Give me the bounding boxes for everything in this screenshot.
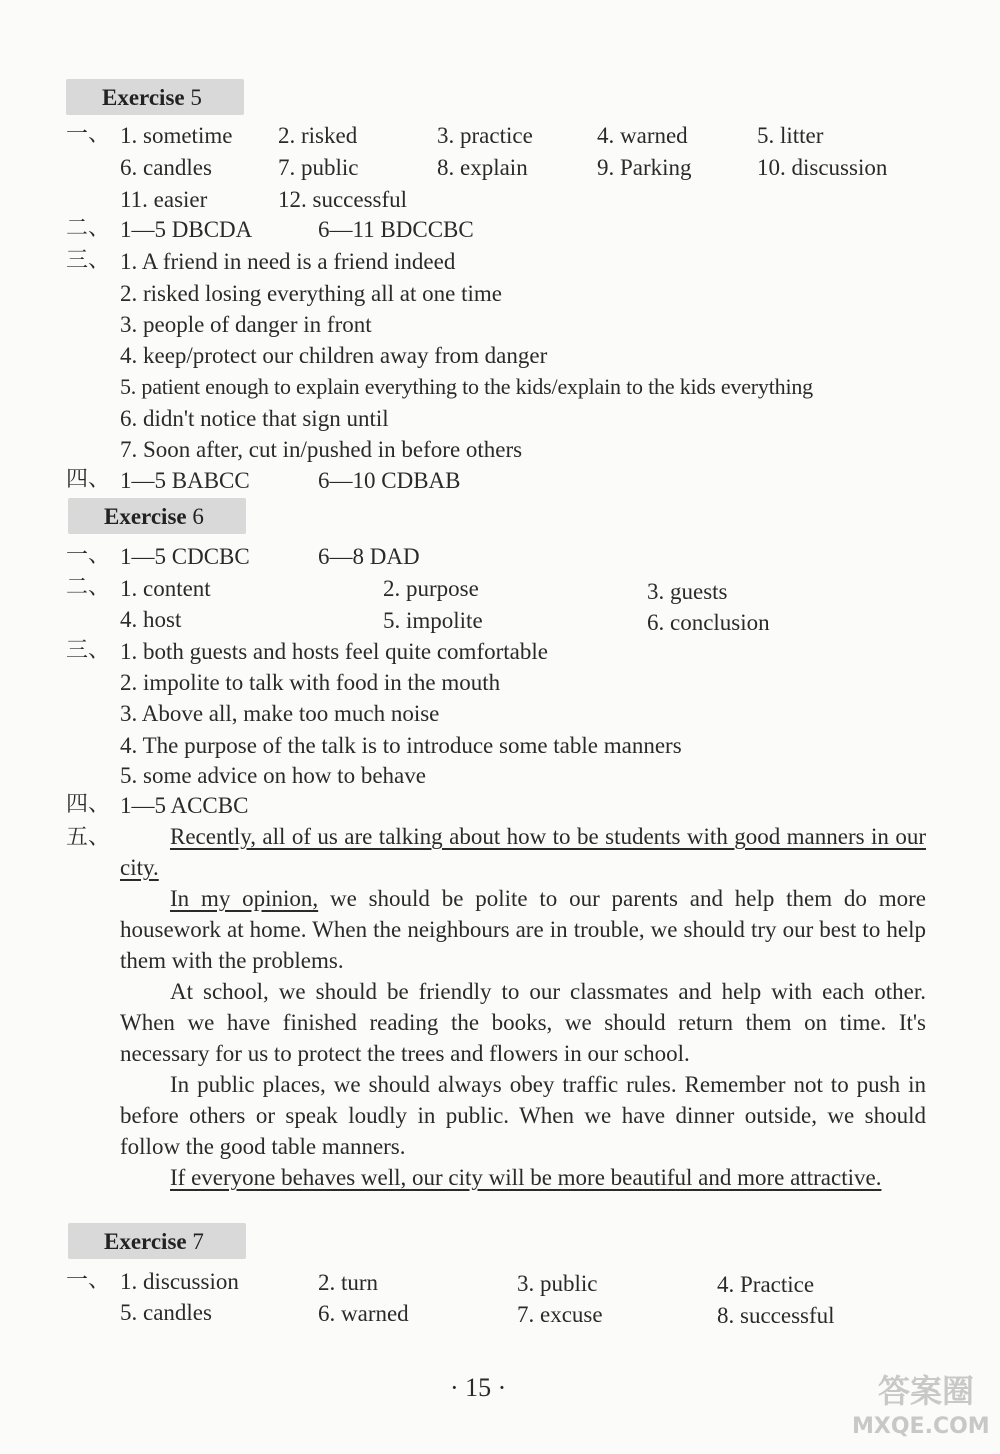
essay-paragraph	[120, 821, 926, 883]
essay-paragraph	[120, 976, 926, 1069]
essay-intro: Recently, all of us are talking about how to be students with good manners in our city.	[120, 824, 926, 880]
answer-line: 4. keep/protect our children away from danger	[120, 343, 548, 368]
essay-body-text: In public places, we should always obey traffic rules. Remember not to push in before others or speak loudly in public. When we have dinner outside, we should follow the good table manners.	[120, 1072, 926, 1159]
answer-range: 6—10 CDBAB	[318, 468, 461, 493]
answer-range: 1—5 ACCBC	[120, 793, 249, 818]
exercise-title: Exercise	[102, 85, 185, 110]
exercise-title: Exercise	[104, 504, 187, 529]
essay-paragraph	[120, 1069, 926, 1162]
answer-range: 1—5 BABCC	[120, 468, 250, 493]
section-label: 五、	[66, 825, 111, 850]
answer-range: 1—5 DBCDA	[120, 217, 253, 242]
watermark-logo-top: 答案圈	[878, 1372, 975, 1410]
essay-paragraph	[120, 883, 926, 976]
section-label: 一、	[66, 122, 111, 147]
answer-item: 10. discussion	[757, 155, 888, 180]
answer-item: 7. public	[278, 155, 359, 180]
answer-item: 2. risked	[278, 123, 358, 148]
answer-range: 6—8 DAD	[318, 544, 420, 569]
answer-item: 1. sometime	[120, 123, 233, 148]
answer-item: 4. Practice	[717, 1272, 815, 1297]
watermark-logo-bottom: MXQE.COM	[852, 1414, 990, 1439]
answer-item: 11. easier	[120, 187, 208, 212]
answer-item: 4. warned	[597, 123, 688, 148]
essay-topic-phrase: In my opinion,	[170, 886, 319, 911]
answer-item: 3. guests	[647, 579, 728, 604]
essay-body-text: At school, we should be friendly to our classmates and help with each other. When we have finished reading the books, we should return them on time. It's necessary for us to protect the trees and flowers in our school.	[120, 979, 926, 1066]
answer-item: 2. purpose	[383, 576, 479, 601]
answer-item: 8. successful	[717, 1303, 835, 1328]
section-label: 三、	[66, 248, 111, 273]
answer-line: 5. patient enough to explain everything to the kids/explain to the kids everything	[120, 374, 813, 399]
answer-item: 3. public	[517, 1271, 598, 1296]
essay-body-text: we should be polite to our parents and help them do more housework at home. When the neighbours are in trouble, we should try our best to help them with the problems.	[120, 886, 926, 973]
answer-item: 6. candles	[120, 155, 212, 180]
section-label: 四、	[66, 792, 111, 817]
answer-item: 5. litter	[757, 123, 824, 148]
answer-item: 9. Parking	[597, 155, 692, 180]
answer-item: 5. candles	[120, 1300, 212, 1325]
answer-line: 3. people of danger in front	[120, 312, 372, 337]
answer-item: 4. host	[120, 607, 182, 632]
answer-line: 2. risked losing everything all at one time	[120, 281, 502, 306]
answer-item: 1. content	[120, 576, 211, 601]
answer-item: 6. warned	[318, 1301, 409, 1326]
answer-line: 1. A friend in need is a friend indeed	[120, 249, 456, 274]
answer-item: 6. conclusion	[647, 610, 770, 635]
exercise-number: 5	[190, 85, 202, 110]
section-label: 二、	[66, 575, 111, 600]
essay-conclusion: If everyone behaves well, our city will be more beautiful and more attractive.	[170, 1165, 882, 1190]
answer-line: 7. Soon after, cut in/pushed in before others	[120, 437, 523, 462]
essay-paragraph	[120, 1162, 926, 1193]
exercise-title: Exercise	[104, 1229, 187, 1254]
exercise-number: 6	[192, 504, 204, 529]
answer-line: 3. Above all, make too much noise	[120, 701, 440, 726]
answer-line: 1. both guests and hosts feel quite comfortable	[120, 639, 548, 664]
answer-item: 12. successful	[278, 187, 408, 212]
answer-item: 8. explain	[437, 155, 528, 180]
answer-item: 5. impolite	[383, 608, 483, 633]
answer-line: 2. impolite to talk with food in the mouth	[120, 670, 501, 695]
answer-line: 4. The purpose of the talk is to introduce some table manners	[120, 733, 682, 758]
section-label: 三、	[66, 638, 111, 663]
answer-item: 1. discussion	[120, 1269, 239, 1294]
exercise-6-header	[68, 498, 246, 534]
section-label: 四、	[66, 467, 111, 492]
answer-line: 6. didn't notice that sign until	[120, 406, 389, 431]
answer-item: 3. practice	[437, 123, 533, 148]
answer-range: 1—5 CDCBC	[120, 544, 250, 569]
answer-line: 5. some advice on how to behave	[120, 763, 426, 788]
answer-range: 6—11 BDCCBC	[318, 217, 474, 242]
exercise-number: 7	[192, 1229, 204, 1254]
section-label: 一、	[66, 1268, 111, 1293]
answer-item: 7. excuse	[517, 1302, 603, 1327]
exercise-7-header	[68, 1223, 246, 1259]
answer-item: 2. turn	[318, 1270, 379, 1295]
section-label: 一、	[66, 543, 111, 568]
page-number: · 15 ·	[450, 1373, 507, 1402]
section-label: 二、	[66, 216, 111, 241]
exercise-5-header	[66, 79, 244, 115]
